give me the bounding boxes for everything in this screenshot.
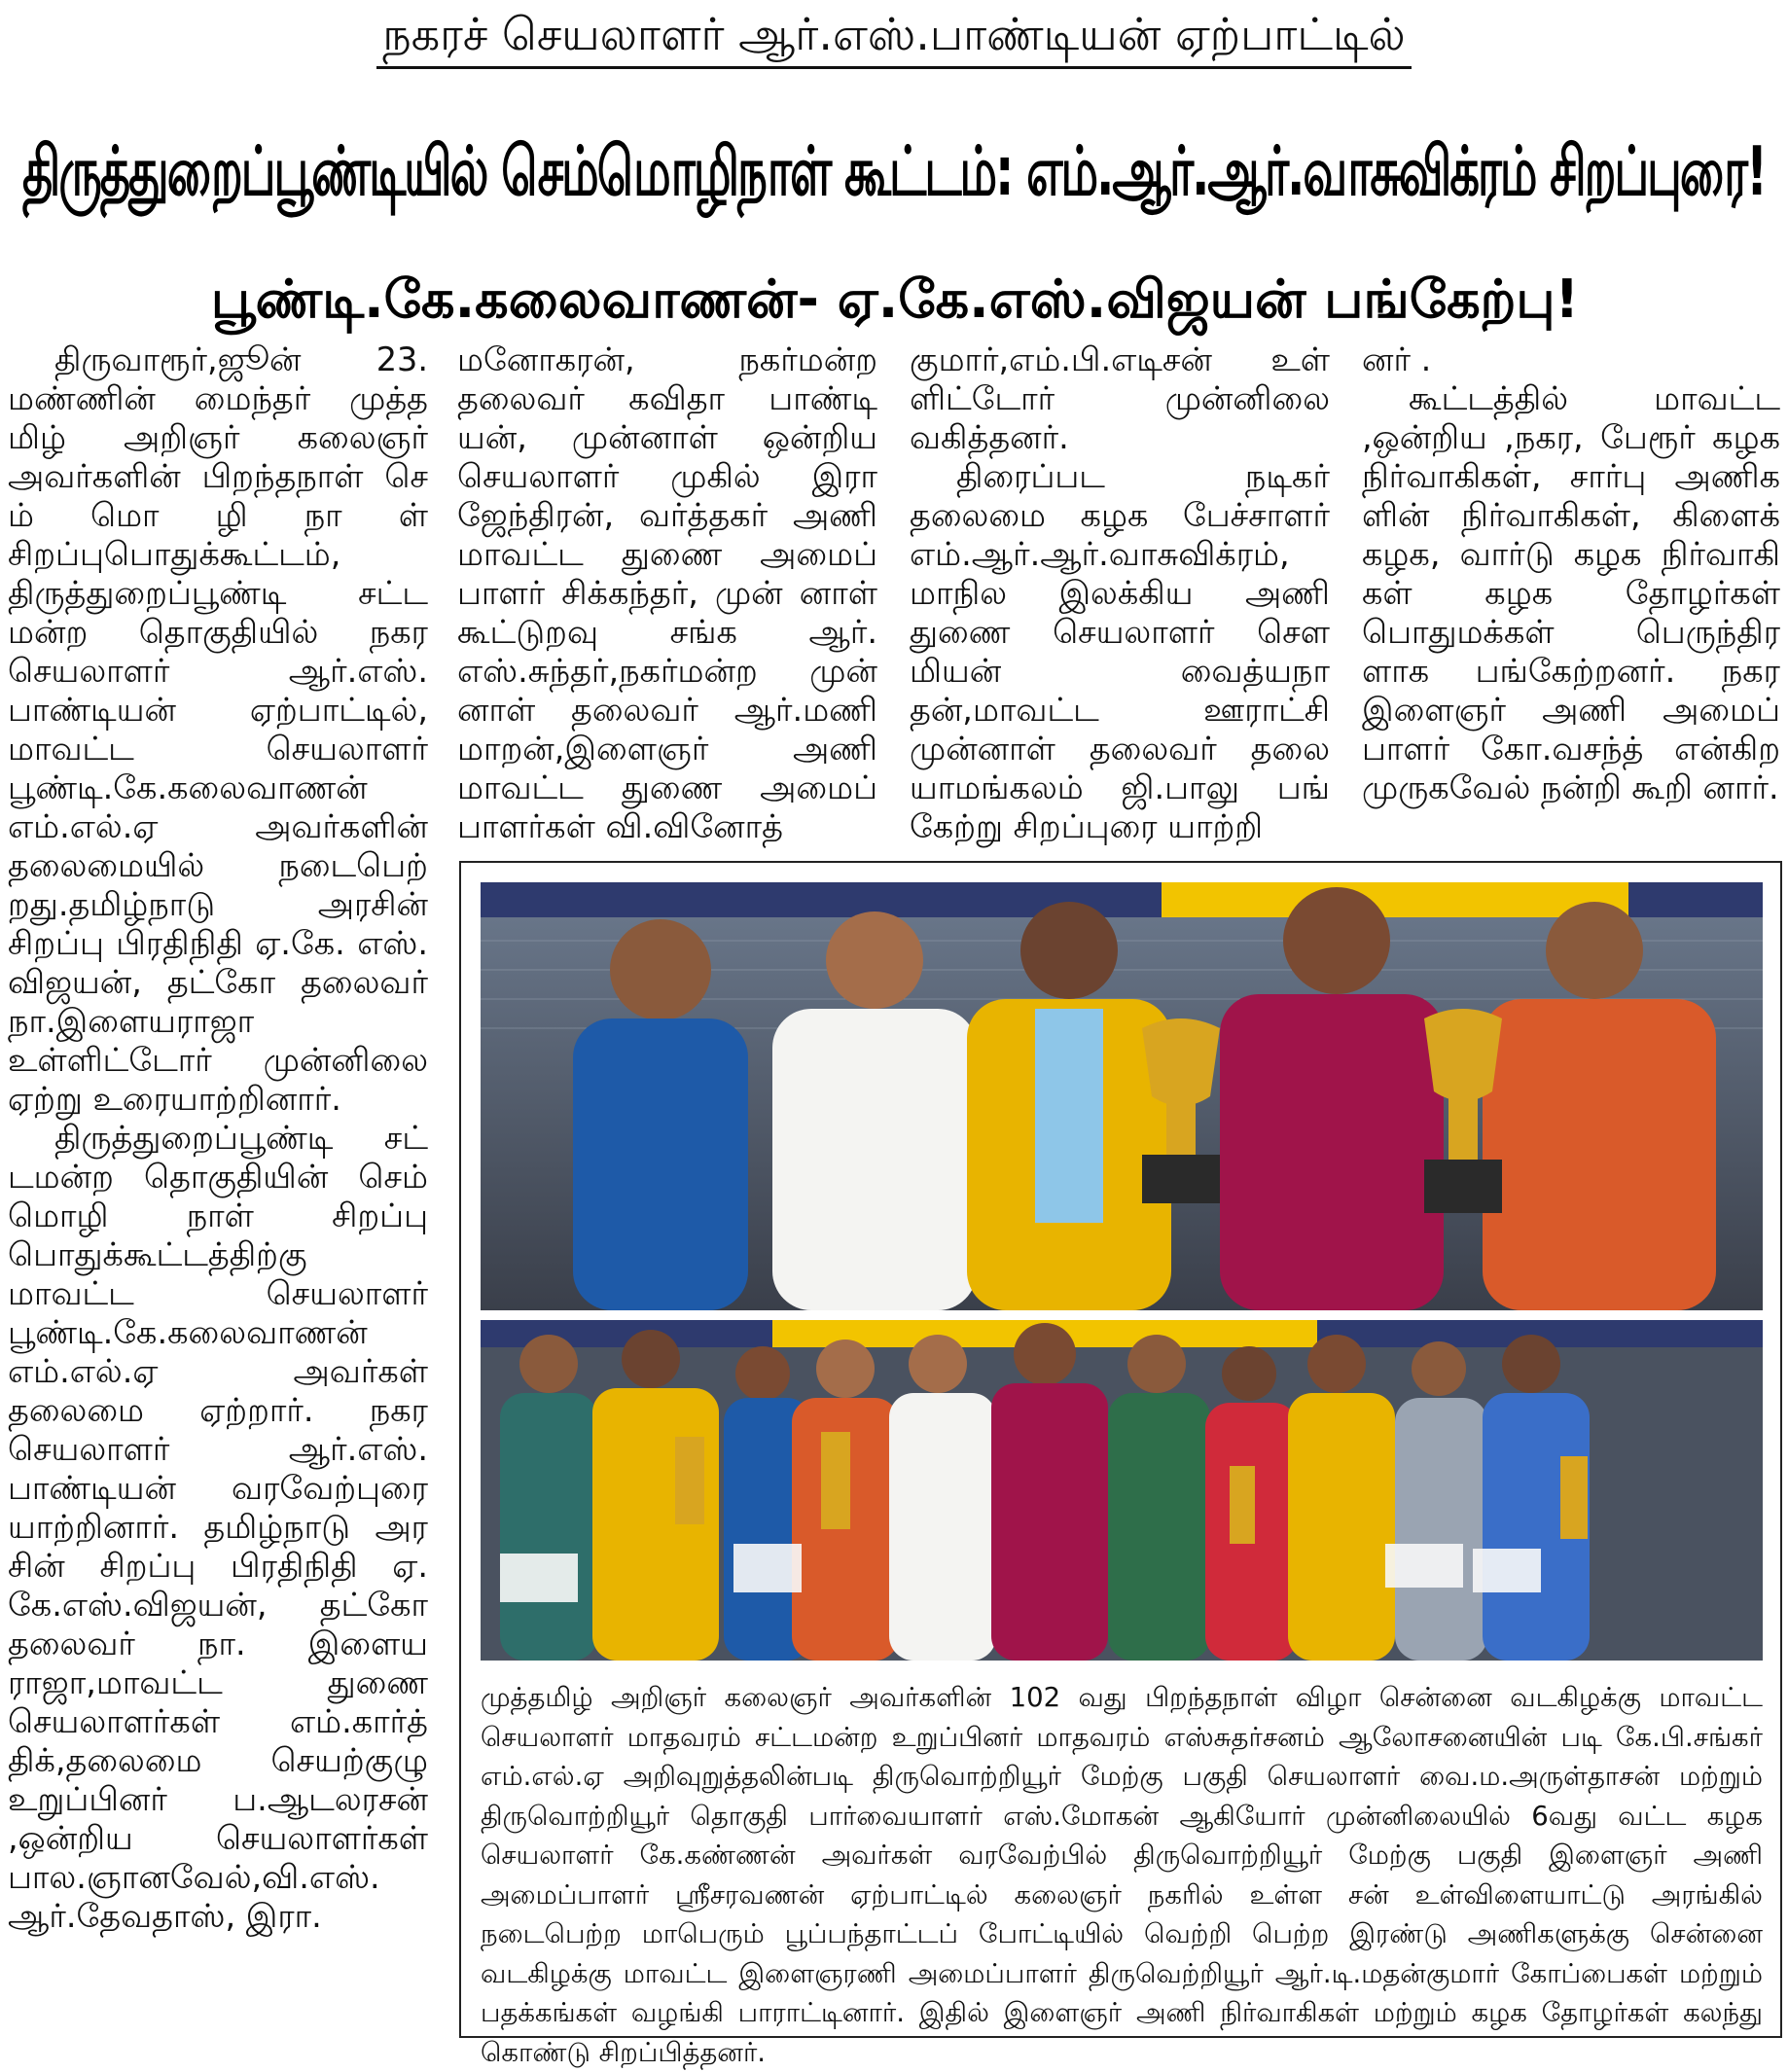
- paragraph: குமார்,எம்.பி.எடிசன் உள் ளிட்டோர் முன்னிலை வகித்தனர்.: [910, 340, 1330, 456]
- paragraph: மனோகரன், நகர்மன்ற தலைவர் கவிதா பாண்டி யன், முன்னாள் ஒன்றிய செயலாளர் முகில் இரா ஜேந்திரன், வர்த்தகர் அணி மாவட்ட துணை அமைப் பாளர் சிக்கந்தர், முன் னாள் கூட்டுறவு சங்க ஆர். எஸ்.சுந்தர்,நகர்மன்ற முன் னாள் தலைவர் ஆர்.மணி மாறன்,இளைஞர் அணி மாவட்ட துணை அமைப் பாளர்கள் வி.வினோத்: [457, 340, 877, 845]
- article-column-3: [910, 340, 1330, 846]
- kicker-text: நகரச் செயலாளர் ஆர்.எஸ்.பாண்டியன் ஏற்பாட்டில்: [376, 8, 1412, 69]
- trophy-photo-illustration: [481, 882, 1763, 1310]
- paragraph: திருவாரூர்,ஜூன் 23. மண்ணின் மைந்தர் முத்த மிழ் அறிஞர் கலைஞர் அவர்களின் பிறந்தநாள் செ ம் மொ ழி நா ள் சிறப்புபொதுக்கூட்டம், திருத்துறைப்பூண்டி சட்ட மன்ற தொகுதியில் நகர செயலாளர் ஆர்.எஸ். பாண்டியன் ஏற்பாட்டில், மாவட்ட செயலாளர் பூண்டி.கே.கலைவாணன் எம்.எல்.ஏ அவர்களின் தலைமையில் நடைபெற் றது.தமிழ்நாடு அரசின் சிறப்பு பிரதிநிதி ஏ.கே. எஸ். விஜயன், தட்கோ தலைவர் நா.இளையராஜா உள்ளிட்டோர் முன்னிலை ஏற்று உரையாற்றினார்.: [8, 340, 428, 1118]
- article-column-1: [8, 340, 428, 1936]
- paragraph: திருத்துறைப்பூண்டி சட் டமன்ற தொகுதியின் செம் மொழி நாள் சிறப்பு பொதுக்கூட்டத்திற்கு மாவட்ட செயலாளர் பூண்டி.கே.கலைவாணன் எம்.எல்.ஏ அவர்கள் தலைமை ஏற்றார். நகர செயலாளர் ஆர்.எஸ். பாண்டியன் வரவேற்புரை யாற்றினார். தமிழ்நாடு அர சின் சிறப்பு பிரதிநிதி ஏ. கே.எஸ்.விஜயன், தட்கோ தலைவர் நா. இளைய ராஜா,மாவட்ட துணை செயலாளர்கள் எம்.கார்த் திக்,தலைமை செயற்குழு உறுப்பினர் ப.ஆடலரசன் ,ஒன்றிய செயலாளர்கள் பால.ஞானவேல்,வி.எஸ். ஆர்.தேவதாஸ், இரா.: [8, 1119, 428, 1935]
- headline: திருத்துறைப்பூண்டியில் செம்மொழிநாள் கூட்டம்: எம்.ஆர்.ஆர்.வாசுவிக்ரம் சிறப்புரை!: [22, 132, 1766, 212]
- paragraph: கூட்டத்தில் மாவட்ட ,ஒன்றிய ,நகர, பேரூர் கழக நிர்வாகிகள், சார்பு அணிக ளின் நிர்வாகிகள், கிளைக் கழக, வார்டு கழக நிர்வாகி கள் கழக தோழர்கள் பொதுமக்கள் பெருந்திர ளாக பங்கேற்றனர். நகர இளைஞர் அணி அமைப் பாளர் கோ.வசந்த் என்கிற முருகவேல் நன்றி கூறி னார்.: [1362, 379, 1780, 806]
- photo-caption: முத்தமிழ் அறிஞர் கலைஞர் அவர்களின் 102 வது பிறந்தநாள் விழா சென்னை வடகிழக்கு மாவட்ட செயலாளர் மாதவரம் சட்டமன்ற உறுப்பினர் மாதவரம் எஸ்சுதர்சனம் ஆலோசனையின் படி கே.பி.சங்கர் எம்.எல்.ஏ அறிவுறுத்தலின்படி திருவொற்றியூர் மேற்கு பகுதி செயலாளர் வை.ம.அருள்தாசன் மற்றும் திருவொற்றியூர் தொகுதி பார்வையாளர் எஸ்.மோகன் ஆகியோர் முன்னிலையில் 6வது வட்ட கழக செயலாளர் கே.கண்ணன் அவர்கள் வரவேற்பில் திருவொற்றியூர் மேற்கு பகுதி இளைஞர் அணி அமைப்பாளர் ஸ்ரீசரவணன் ஏற்பாட்டில் கலைஞர் நகரில் உள்ள சன் உள்விளையாட்டு அரங்கில் நடைபெற்ற மாபெரும் பூப்பந்தாட்டப் போட்டியில் வெற்றி பெற்ற இரண்டு அணிகளுக்கு சென்னை வடகிழக்கு மாவட்ட இளைஞரணி அமைப்பாளர் திருவெற்றியூர் ஆர்.டி.மதன்குமார் கோப்பைகள் மற்றும் பதக்கங்கள் வழங்கி பாராட்டினார். இதில் இளைஞர் அணி நிர்வாகிகள் மற்றும் கழக தோழர்கள் கலந்து கொண்டு சிறப்பித்தனர்.: [481, 1682, 1763, 2068]
- article-column-4: [1362, 340, 1780, 807]
- photo-box: [459, 861, 1782, 2068]
- subheadline: பூண்டி.கே.கலைவாணன்- ஏ.கே.எஸ்.விஜயன் பங்கேற்பு!: [210, 268, 1580, 330]
- paragraph: னர் .: [1362, 340, 1432, 378]
- paragraph: திரைப்பட நடிகர் தலைமை கழக பேச்சாளர் எம்.ஆர்.ஆர்.வாசுவிக்ரம், மாநில இலக்கிய அணி துணை செயலாளர் செள மியன் வைத்யநா தன்,மாவட்ட ஊராட்சி முன்னாள் தலைவர் தலை யாமங்கலம் ஜி.பாலு பங் கேற்று சிறப்புரை யாற்றி: [910, 457, 1330, 845]
- article-column-2: [457, 340, 877, 846]
- team-group-photo: [481, 1320, 1763, 1661]
- group-photo-illustration: [481, 1320, 1763, 1661]
- trophy-presentation-photo: [481, 882, 1763, 1310]
